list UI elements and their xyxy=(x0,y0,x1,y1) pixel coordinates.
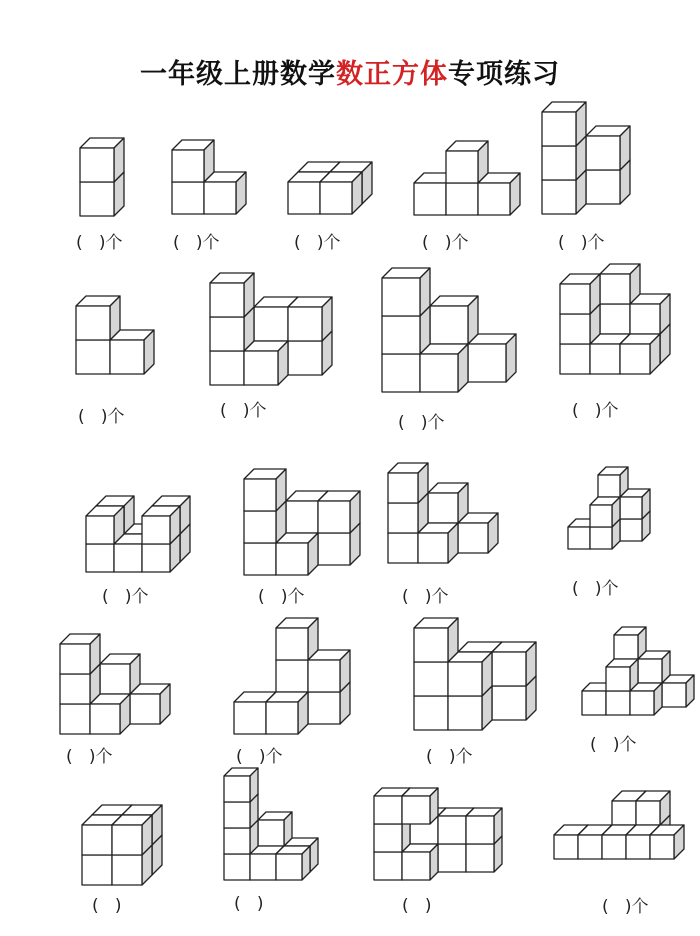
cube-figure-r4c1 xyxy=(50,640,165,740)
cube-front-face xyxy=(60,674,90,704)
unit-cube xyxy=(630,683,662,715)
cube-figure-r2c1 xyxy=(66,290,166,380)
cube-front-face xyxy=(414,696,448,730)
cube-front-face xyxy=(568,527,590,549)
cube-front-face xyxy=(318,533,350,565)
unit-cube xyxy=(636,791,670,825)
cube-front-face xyxy=(82,825,112,855)
cube-front-face xyxy=(224,802,250,828)
unit-cube xyxy=(402,844,438,880)
cube-figure-r1c4 xyxy=(404,105,514,220)
answer-blank-r2c1[interactable]: ( )个 xyxy=(78,407,125,427)
cube-front-face xyxy=(244,511,276,543)
cube-front-face xyxy=(60,644,90,674)
unit-cube xyxy=(266,692,308,734)
cube-front-face xyxy=(448,662,482,696)
unit-cube xyxy=(86,506,124,544)
cube-front-face xyxy=(590,527,612,549)
unit-cube xyxy=(288,297,332,341)
cube-front-face xyxy=(620,519,642,541)
answer-blank-r2c2[interactable]: ( )个 xyxy=(220,401,267,421)
cube-front-face xyxy=(244,479,276,511)
unit-cube xyxy=(172,140,214,182)
cube-front-face xyxy=(560,314,590,344)
cube-front-face xyxy=(86,516,114,544)
unit-cube xyxy=(458,513,498,553)
unit-cube xyxy=(586,126,630,170)
cube-front-face xyxy=(76,340,110,374)
title-part-2: 专项练习 xyxy=(448,59,560,90)
unit-cube xyxy=(620,334,660,374)
unit-cube xyxy=(308,650,350,692)
cube-front-face xyxy=(560,284,590,314)
cube-front-face xyxy=(492,652,526,686)
cube-front-face xyxy=(468,344,506,382)
cube-front-face xyxy=(320,182,352,214)
unit-cube xyxy=(420,344,468,392)
cube-figure-r2c3 xyxy=(372,258,522,398)
cube-front-face xyxy=(636,801,660,825)
cube-front-face xyxy=(638,659,662,683)
unit-cube xyxy=(276,533,318,575)
cube-figure-r1c5 xyxy=(532,108,642,218)
unit-cube xyxy=(466,808,502,844)
cube-figure-r1c1 xyxy=(70,120,140,220)
answer-blank-r4c2[interactable]: ( )个 xyxy=(236,747,283,767)
cube-front-face xyxy=(430,306,468,344)
cube-front-face xyxy=(250,854,276,880)
cube-front-face xyxy=(402,852,430,880)
cube-front-face xyxy=(318,501,350,533)
cube-front-face xyxy=(438,844,466,872)
cube-front-face xyxy=(458,523,488,553)
cube-figure-r4c3 xyxy=(404,618,544,738)
unit-cube xyxy=(402,788,438,824)
answer-blank-r1c1[interactable]: ( )个 xyxy=(76,233,123,253)
cube-front-face xyxy=(80,148,114,182)
cube-front-face xyxy=(446,151,478,183)
answer-blank-r4c1[interactable]: ( )个 xyxy=(66,747,113,767)
cube-front-face xyxy=(276,660,308,692)
unit-cube xyxy=(112,815,152,855)
unit-cube xyxy=(650,825,684,859)
cube-front-face xyxy=(266,702,298,734)
cube-front-face xyxy=(428,493,458,523)
cube-front-face xyxy=(606,667,630,691)
unit-cube xyxy=(542,102,586,146)
unit-cube xyxy=(276,618,318,660)
cube-front-face xyxy=(224,854,250,880)
unit-cube xyxy=(492,642,536,686)
cube-front-face xyxy=(100,664,130,694)
cube-front-face xyxy=(308,692,340,724)
unit-cube xyxy=(142,506,180,544)
answer-blank-r4c3[interactable]: ( )个 xyxy=(426,747,473,767)
cube-front-face xyxy=(542,146,576,180)
unit-cube xyxy=(590,497,620,527)
answer-blank-r3c1[interactable]: ( )个 xyxy=(102,587,149,607)
cube-figure-r3c3 xyxy=(378,455,503,570)
cube-front-face xyxy=(466,816,494,844)
cube-front-face xyxy=(244,351,278,385)
cube-front-face xyxy=(414,662,448,696)
cube-figure-r2c4 xyxy=(550,262,670,380)
answer-blank-r2c3[interactable]: ( )个 xyxy=(398,413,445,433)
unit-cube xyxy=(448,652,492,696)
answer-blank-r1c2[interactable]: ( )个 xyxy=(173,233,220,253)
unit-cube xyxy=(382,268,430,316)
cube-front-face xyxy=(276,854,302,880)
unit-cube xyxy=(614,627,646,659)
cube-front-face xyxy=(438,816,466,844)
unit-cube xyxy=(600,264,640,304)
cube-front-face xyxy=(590,344,620,374)
unit-cube xyxy=(414,618,458,662)
cube-figure-r3c4 xyxy=(560,455,650,555)
answer-blank-r5c3[interactable]: ( ) xyxy=(402,896,432,916)
cube-front-face xyxy=(612,801,636,825)
unit-cube xyxy=(478,173,520,215)
answer-blank-r5c4[interactable]: ( )个 xyxy=(602,897,649,917)
cube-front-face xyxy=(582,691,606,715)
unit-cube xyxy=(80,138,124,182)
unit-cube xyxy=(468,334,516,382)
unit-cube xyxy=(446,141,488,183)
cube-front-face xyxy=(620,497,642,519)
cube-front-face xyxy=(598,475,620,497)
cube-figure-r3c2 xyxy=(234,465,359,580)
cube-figure-r5c1 xyxy=(72,805,172,890)
cube-front-face xyxy=(418,533,448,563)
cube-front-face xyxy=(80,182,114,216)
cube-front-face xyxy=(210,317,244,351)
cube-front-face xyxy=(130,694,160,724)
unit-cube xyxy=(638,651,670,683)
cube-front-face xyxy=(142,516,170,544)
unit-cube xyxy=(630,294,670,334)
cube-figure-r4c4 xyxy=(576,625,676,720)
cube-front-face xyxy=(286,501,318,533)
cube-front-face xyxy=(620,344,650,374)
cube-front-face xyxy=(606,691,630,715)
cube-front-face xyxy=(614,635,638,659)
cube-front-face xyxy=(142,544,170,572)
cube-front-face xyxy=(244,543,276,575)
cube-front-face xyxy=(308,660,340,692)
cube-figure-r2c2 xyxy=(200,265,340,390)
unit-cube xyxy=(244,469,286,511)
cube-front-face xyxy=(554,835,578,859)
cube-front-face xyxy=(382,354,420,392)
cube-front-face xyxy=(586,136,620,170)
cube-front-face xyxy=(478,183,510,215)
unit-cube xyxy=(76,296,120,340)
cube-front-face xyxy=(288,341,322,375)
unit-cube xyxy=(258,812,292,846)
cube-front-face xyxy=(374,796,402,824)
cube-front-face xyxy=(388,473,418,503)
answer-blank-r5c2[interactable]: ( ) xyxy=(234,894,264,914)
cube-figure-r4c2 xyxy=(224,630,349,740)
unit-cube xyxy=(244,341,288,385)
unit-cube xyxy=(204,172,246,214)
cube-front-face xyxy=(630,304,660,334)
cube-front-face xyxy=(112,855,142,885)
answer-blank-r3c2[interactable]: ( )个 xyxy=(258,587,305,607)
cube-front-face xyxy=(172,182,204,214)
cube-figure-r3c1 xyxy=(76,478,211,578)
cube-front-face xyxy=(374,852,402,880)
cube-front-face xyxy=(402,796,430,824)
unit-cube xyxy=(224,768,258,802)
cube-front-face xyxy=(586,170,620,204)
cube-figure-r5c3 xyxy=(366,780,496,885)
cube-front-face xyxy=(204,182,236,214)
cube-front-face xyxy=(388,503,418,533)
cube-front-face xyxy=(114,544,142,572)
cube-front-face xyxy=(542,180,576,214)
cube-front-face xyxy=(288,182,320,214)
cube-front-face xyxy=(662,683,686,707)
cube-front-face xyxy=(234,702,266,734)
cube-front-face xyxy=(86,544,114,572)
cube-front-face xyxy=(626,835,650,859)
cube-front-face xyxy=(60,704,90,734)
unit-cube xyxy=(598,467,628,497)
cube-front-face xyxy=(578,835,602,859)
cube-front-face xyxy=(224,828,250,854)
answer-blank-r2c4[interactable]: ( )个 xyxy=(572,401,619,421)
cube-front-face xyxy=(492,686,526,720)
cube-front-face xyxy=(90,704,120,734)
cube-figure-r1c2 xyxy=(162,120,262,220)
answer-blank-r1c3[interactable]: ( )个 xyxy=(294,233,341,253)
answer-blank-r1c5[interactable]: ( )个 xyxy=(558,233,605,253)
cube-front-face xyxy=(650,835,674,859)
unit-cube xyxy=(418,523,458,563)
cube-front-face xyxy=(630,691,654,715)
cube-front-face xyxy=(276,628,308,660)
cube-front-face xyxy=(560,344,590,374)
unit-cube xyxy=(90,694,130,734)
cube-front-face xyxy=(420,354,458,392)
cube-front-face xyxy=(382,316,420,354)
cube-front-face xyxy=(258,820,284,846)
title-part-1: 一年级上册数学 xyxy=(140,59,336,90)
cube-front-face xyxy=(224,776,250,802)
worksheet-title xyxy=(0,52,700,91)
cube-front-face xyxy=(600,304,630,334)
cube-front-face xyxy=(254,307,288,341)
unit-cube xyxy=(100,654,140,694)
cube-front-face xyxy=(374,824,402,852)
cube-front-face xyxy=(388,533,418,563)
unit-cube xyxy=(60,634,100,674)
cube-front-face xyxy=(414,183,446,215)
cube-front-face xyxy=(112,825,142,855)
cube-front-face xyxy=(110,340,144,374)
unit-cube xyxy=(428,483,468,523)
cube-front-face xyxy=(542,112,576,146)
cube-front-face xyxy=(602,835,626,859)
unit-cube xyxy=(110,330,154,374)
cube-front-face xyxy=(76,306,110,340)
unit-cube xyxy=(388,463,428,503)
cube-front-face xyxy=(288,307,322,341)
unit-cube xyxy=(210,273,254,317)
answer-blank-r5c1[interactable]: ( ) xyxy=(92,896,122,916)
cube-front-face xyxy=(210,283,244,317)
unit-cube xyxy=(430,296,478,344)
cube-front-face xyxy=(414,628,448,662)
cube-front-face xyxy=(172,150,204,182)
unit-cube xyxy=(320,172,362,214)
cube-front-face xyxy=(448,696,482,730)
unit-cube xyxy=(276,846,310,880)
cube-front-face xyxy=(590,505,612,527)
cube-front-face xyxy=(210,351,244,385)
title-highlight: 数正方体 xyxy=(336,59,448,90)
unit-cube xyxy=(560,274,600,314)
unit-cube xyxy=(318,491,360,533)
cube-front-face xyxy=(276,543,308,575)
cube-front-face xyxy=(82,855,112,885)
answer-blank-r4c4[interactable]: ( )个 xyxy=(590,735,637,755)
cube-front-face xyxy=(466,844,494,872)
answer-blank-r3c3[interactable]: ( )个 xyxy=(402,587,449,607)
unit-cube xyxy=(620,489,650,519)
unit-cube xyxy=(130,684,170,724)
cube-front-face xyxy=(446,183,478,215)
cube-figure-r5c4 xyxy=(550,795,675,865)
cube-figure-r5c2 xyxy=(216,780,316,885)
unit-cube xyxy=(606,659,638,691)
answer-blank-r1c4[interactable]: ( )个 xyxy=(422,233,469,253)
unit-cube xyxy=(662,675,694,707)
answer-blank-r3c4[interactable]: ( )个 xyxy=(572,579,619,599)
cube-front-face xyxy=(382,278,420,316)
cube-figure-r1c3 xyxy=(278,140,388,220)
cube-front-face xyxy=(600,274,630,304)
